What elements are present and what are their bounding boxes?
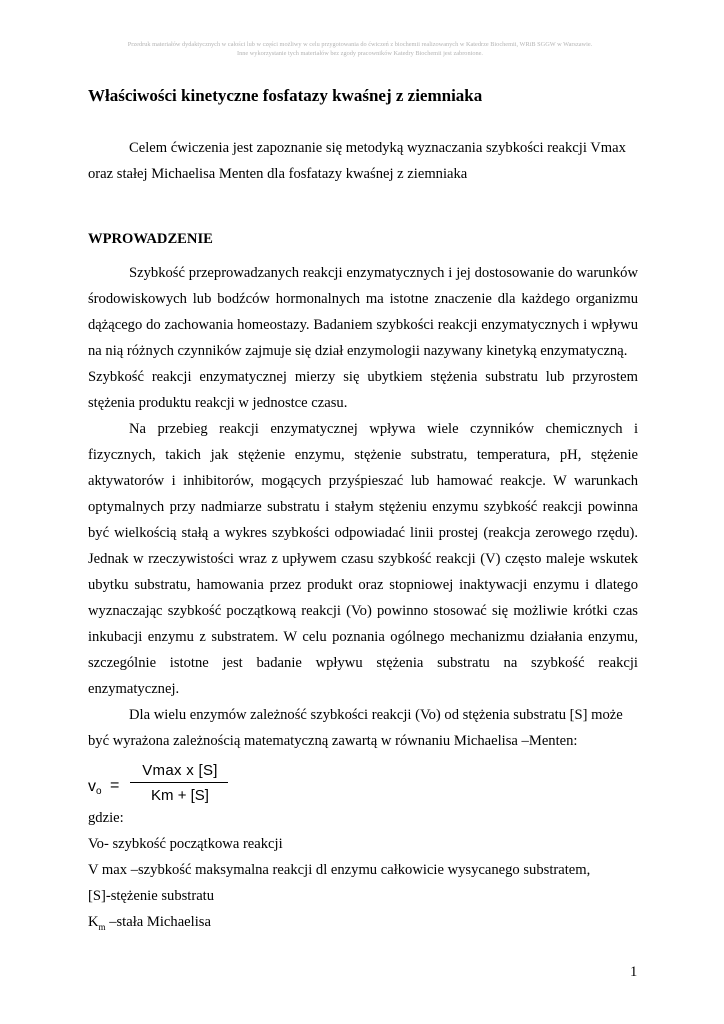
paragraph1-line: na nią różnych czynników zajmuje się dział enzymologii nazywany kinetyką enzymatyczną. [88, 343, 628, 359]
formula-lhs-subscript: o [96, 786, 102, 797]
paragraph3-line: być wyrażona zależnością matematyczną zawartą w równaniu Michaelisa –Menten: [88, 733, 578, 749]
paragraph2-line: optymalnych przy nadmiarze substratu i stałym stężeniu enzymu szybkość reakcji powinna [88, 499, 638, 515]
paragraph1-line: Szybkość przeprowadzanych reakcji enzymatycznych i jej dostosowanie do warunków [129, 265, 638, 281]
page-number: 1 [630, 964, 638, 980]
paragraph1-line: stężenia produktu reakcji w jednostce czasu. [88, 395, 348, 411]
formula-numerator: Vmax x [S] [142, 762, 218, 779]
paragraph2-line: być wielkością stałą a wykres szybkości odpowiadać linii prostej (reakcja zerowego rzędu). [88, 525, 638, 541]
paragraph2-line: szczególnie istotne jest badanie wpływu stężenia substratu na szybkość reakcji [88, 655, 638, 671]
paragraph2-line: enzymatycznej. [88, 681, 180, 697]
paragraph1-line: Szybkość reakcji enzymatycznej mierzy się ubytkiem stężenia substratu lub przyrostem [88, 369, 638, 385]
michaelis-menten-equation [88, 760, 348, 810]
definition-vo: Vo- szybkość początkowa reakcji [88, 836, 283, 852]
paragraph2-line: Na przebieg reakcji enzymatycznej wpływa wiele czynników chemicznych i [129, 421, 638, 437]
header-line-2: Inne wykorzystanie tych materiałów bez zgody pracowników Katedry Biochemii jest zabronione. [236, 50, 484, 57]
paragraph2-line: Jednak w rzeczywistości wraz z upływem czasu szybkość reakcji (V) często maleje wskutek [88, 551, 638, 567]
paragraph2-line: inkubacji enzymu z substratem. W celu poznania ogólnego mechanizmu działania enzymu, [88, 629, 638, 645]
aim-line-1: Celem ćwiczenia jest zapoznanie się metodyką wyznaczania szybkości reakcji Vmax [129, 140, 626, 156]
fraction-bar [130, 782, 228, 783]
definition-vmax: V max –szybkość maksymalna reakcji dl enzymu całkowicie wysycanego substratem, [88, 862, 591, 878]
document-title: Właściwości kinetyczne fosfatazy kwaśnej z ziemniaka [88, 86, 483, 105]
paragraph3-line: Dla wielu enzymów zależność szybkości reakcji (Vo) od stężenia substratu [S] może [129, 707, 623, 723]
paragraph2-line: wyznaczając szybkość początkową reakcji (Vo) powinno stosować się możliwie krótki czas [88, 603, 638, 619]
definition-s: [S]-stężenie substratu [88, 888, 215, 904]
formula-lhs: $v_o$ [88, 778, 102, 797]
km-subscript: m [98, 921, 106, 932]
formula-denominator: Km + [S] [151, 787, 209, 804]
definitions-intro: gdzie: [88, 810, 124, 826]
paragraph2-line: ubytku substratu, hamowania przez produkt oraz stopniowej inaktywacji enzymu i dlatego [88, 577, 638, 593]
definition-km: $K_m$ –stała Michaelisa [88, 914, 211, 932]
paragraph1-line: środowiskowych lub bodźców hormonalnych ma istotne znaczenie dla każdego organizmu [88, 291, 638, 307]
paragraph2-line: aktywatorów i inhibitorów, mogących przyśpieszać lub hamować reakcje. W warunkach [88, 473, 638, 489]
aim-line-2: oraz stałej Michaelisa Menten dla fosfatazy kwaśnej z ziemniaka [88, 166, 468, 182]
paragraph2-line: fizycznych, takich jak stężenie enzymu, stężenie substratu, temperatura, pH, stężenie [88, 447, 638, 463]
header-line-1: Przedruk materiałów dydaktycznych w całości lub w części możliwy w celu przygotowania do ćwiczeń z biochemii realizowanych w Katedrze Biochemii, WRiB SGGW w Warszawie. [127, 41, 593, 48]
paragraph1-line: dążącego do zachowania homeostazy. Badaniem szybkości reakcji enzymatycznych i wpływu [88, 317, 638, 333]
copyright-header [60, 40, 660, 58]
formula-equals: = [110, 777, 120, 794]
section-heading: WPROWADZENIE [88, 231, 213, 247]
